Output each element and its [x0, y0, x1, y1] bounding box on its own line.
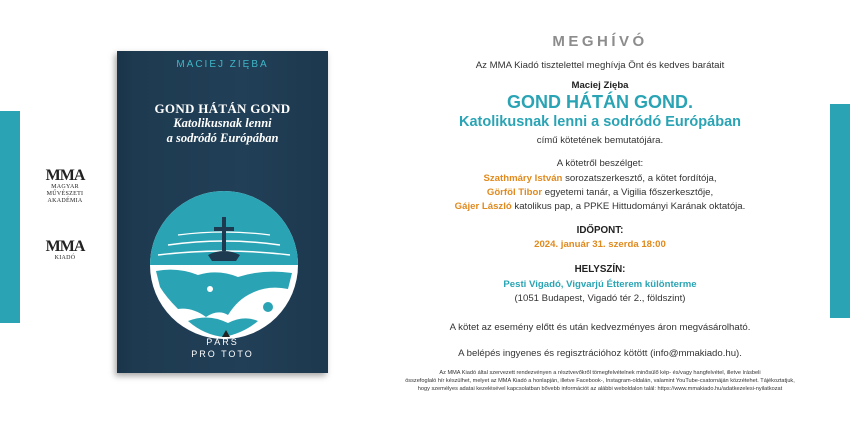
series-name-1: PÁRS — [206, 337, 239, 347]
event-subtitle: Katolikusnak lenni a sodródó Európában — [459, 114, 741, 130]
fine-print-3: hogy személyes adatai kezelésével kapcsolatban bővebb információt az alábbi weboldalon talál: https://www.mmakiado.hu/adatkezelesi-nyilatkozat — [417, 386, 783, 392]
place-name: Pesti Vigadó, Vigvarjú Étterem különterme — [503, 279, 697, 290]
book-subtitle-2: a sodródó Európában — [166, 131, 279, 145]
mma-publisher-logo: MMA KIADÓ — [45, 238, 85, 261]
globe-illustration — [148, 189, 300, 341]
book-title: GOND HÁTÁN GOND — [154, 101, 291, 116]
place-address: (1051 Budapest, Vigadó tér 2., földszint) — [514, 293, 686, 304]
right-accent-bar — [830, 104, 850, 318]
purchase-note: A kötet az esemény előtt és után kedvezményes áron megvásárolható. — [449, 322, 751, 333]
author-name: Maciej Zięba — [571, 80, 629, 91]
speakers-intro: A kötetről beszélget: — [556, 158, 644, 169]
invitation-heading: MEGHÍVÓ — [552, 33, 648, 50]
speaker-role: katolikus pap, a PPKE Hittudományi Karának oktatója. — [511, 201, 746, 212]
invitation-text — [380, 0, 820, 425]
speaker-role: egyetemi tanár, a Vigilia főszerkesztője, — [542, 187, 714, 198]
fine-print-2: összefoglaló hír készülhet, melyet az MMA Kiadó a honlapján, illetve Facebook-, Instagram-oldalán, valamint YouTube-csatornáján közzétehet. Tájékoztatjuk, — [405, 378, 795, 384]
book-cover — [117, 51, 328, 373]
place-label: HELYSZÍN: — [574, 264, 626, 275]
fine-print-1: Az MMA Kiadó által szervezett rendezvényen a résztvevőkről tömegfelvételnek minősülő kép- és/vagy hangfelvétel, illetve írásbeli — [439, 370, 761, 376]
intro-text: Az MMA Kiadó tisztelettel meghívja Önt és kedves barátait — [475, 60, 725, 71]
presentation-text: című kötetének bemutatójára. — [536, 135, 664, 146]
book-subtitle-1: Katolikusnak lenni — [173, 116, 272, 130]
speaker-row — [380, 187, 820, 198]
left-accent-bar — [0, 111, 20, 323]
speaker-name: Szathmáry István — [483, 173, 563, 184]
speaker-role: sorozatszerkesztő, a kötet fordítója, — [562, 173, 717, 184]
speaker-name: Görföl Tibor — [486, 187, 543, 198]
mma-academy-logo: MMA MAGYAR MŰVÉSZETI AKADÉMIA — [45, 167, 85, 204]
book-title-block — [117, 101, 328, 146]
book-author: MACIEJ ZIĘBA — [176, 59, 269, 70]
event-title: GOND HÁTÁN GOND. — [507, 92, 693, 112]
time-label: IDŐPONT: — [576, 225, 624, 236]
entry-note: A belépés ingyenes és regisztrációhoz kötött (info@mmakiado.hu). — [458, 348, 742, 359]
series-name-2: PRO TOTO — [191, 349, 254, 359]
speaker-name: Gájer László — [454, 201, 512, 212]
shelf-mark — [222, 330, 230, 337]
speaker-row — [380, 201, 820, 212]
speaker-row — [380, 173, 820, 184]
time-value: 2024. január 31. szerda 18:00 — [534, 239, 666, 250]
